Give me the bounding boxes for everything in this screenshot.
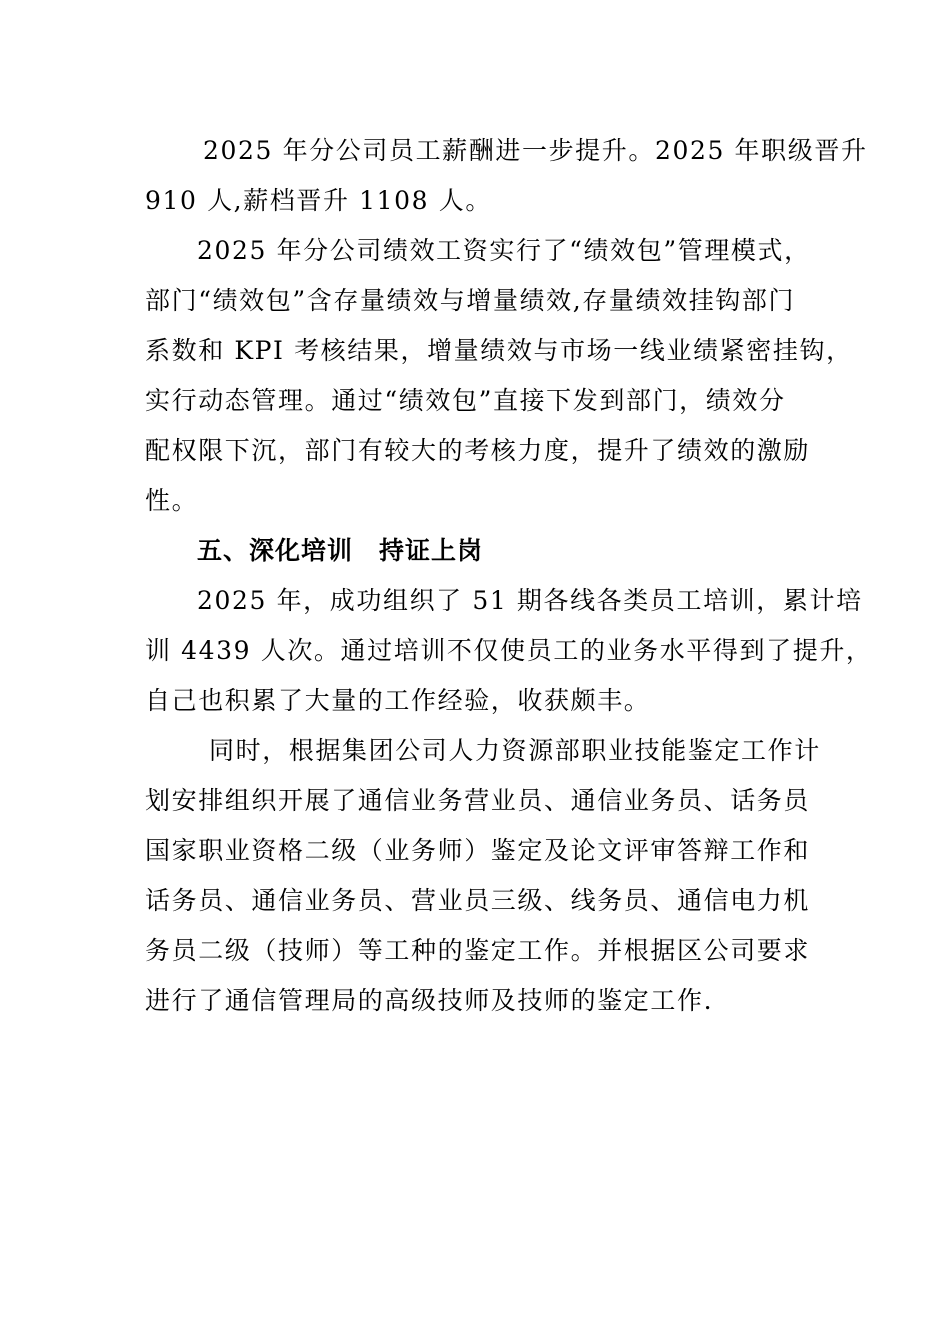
text-line: 训 4439 人次。通过培训不仅使员工的业务水平得到了提升，: [145, 636, 873, 665]
paragraph-performance: [145, 226, 853, 526]
document-body: [145, 126, 873, 1026]
text-line: 话务员、通信业务员、营业员三级、线务员、通信电力机: [145, 886, 811, 915]
text-line: 910 人,薪档晋升 1108 人。: [145, 186, 492, 215]
text-line: 同时，根据集团公司人力资源部职业技能鉴定工作计: [209, 736, 821, 765]
text-line: 划安排组织开展了通信业务营业员、通信业务员、话务员: [145, 786, 811, 815]
text-line: 系数和 KPI 考核结果，增量绩效与市场一线业绩紧密挂钩，: [145, 336, 853, 365]
text-line: 务员二级（技师）等工种的鉴定工作。并根据区公司要求: [145, 936, 811, 965]
text-line: 实行动态管理。通过“绩效包”直接下发到部门，绩效分: [145, 386, 786, 415]
paragraph-salary: [145, 126, 868, 226]
paragraph-training: [145, 576, 873, 726]
section-heading: 五、深化培训 持证上岗: [197, 536, 484, 565]
text-line: 配权限下沉，部门有较大的考核力度，提升了绩效的激励: [145, 436, 811, 465]
text-line: 部门“绩效包”含存量绩效与增量绩效,存量绩效挂钩部门: [145, 286, 796, 315]
text-line: 性。: [145, 486, 199, 515]
text-line: 2025 年分公司员工薪酬进一步提升。2025 年职级晋升: [203, 136, 868, 165]
text-line: 2025 年分公司绩效工资实行了“绩效包”管理模式，: [197, 236, 811, 265]
text-line: 2025 年，成功组织了 51 期各线各类员工培训，累计培: [197, 586, 863, 615]
text-line: 自己也积累了大量的工作经验，收获颇丰。: [145, 686, 651, 715]
text-line: 国家职业资格二级（业务师）鉴定及论文评审答辩工作和: [145, 836, 811, 865]
text-line: 进行了通信管理局的高级技师及技师的鉴定工作.: [145, 986, 714, 1015]
paragraph-certification: [145, 726, 821, 1026]
